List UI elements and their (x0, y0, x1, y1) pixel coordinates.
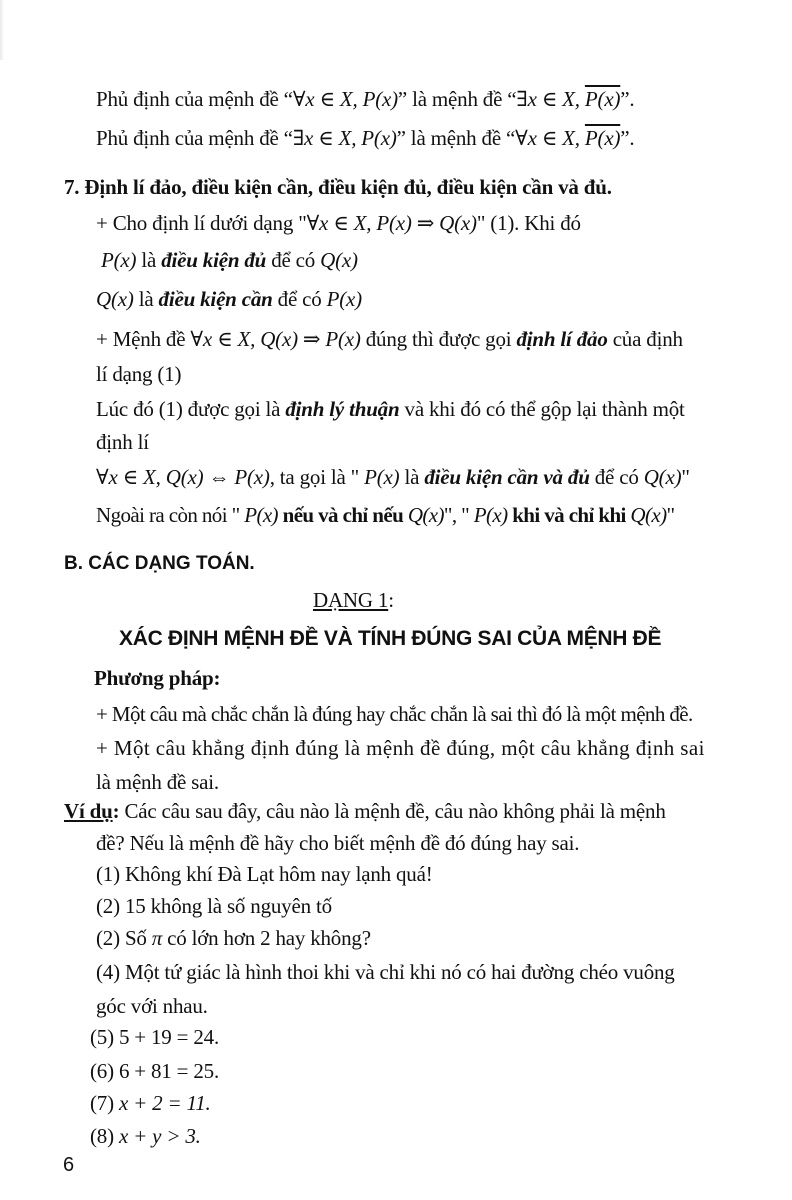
math-expr: P(x) (244, 503, 278, 527)
text: Ngoài ra còn nói " (96, 503, 245, 527)
item-number: (4) (96, 960, 120, 984)
item-number: (1) (96, 862, 120, 886)
text: " (681, 465, 690, 489)
text: để có (589, 465, 644, 489)
text: ”. (620, 87, 635, 111)
equivalence-line (96, 467, 690, 488)
scan-edge (0, 0, 4, 60)
item-number: (2) (96, 926, 120, 950)
math-negated-expr: P(x) (584, 126, 621, 150)
emphasis-term: định lý thuận (285, 397, 400, 421)
text: để có (272, 287, 327, 311)
necessary-condition-line (96, 289, 362, 310)
example-item-2 (96, 896, 332, 917)
text: " (666, 503, 675, 527)
math-expr: 5 + 19 = 24. (118, 1025, 219, 1049)
text: đúng thì được gọi (360, 327, 517, 351)
math-expr: ∃x ∈ X, (516, 87, 585, 111)
math-expr: π (151, 926, 163, 950)
bold-term: khi và chỉ khi (507, 503, 631, 527)
math-expr: ∀x ∈ X, Q(x) ⇒ P(x) (190, 327, 361, 351)
example-item-7 (90, 1093, 211, 1114)
math-expr: x + y > 3. (118, 1124, 201, 1148)
example-item-3 (96, 928, 371, 949)
theorem-form-line (96, 213, 581, 234)
text: Phủ định của mệnh đề “ (96, 87, 293, 111)
text: ", " (443, 503, 474, 527)
text: + Mệnh đề (96, 327, 191, 351)
text: ” là mệnh đề “ (396, 126, 516, 150)
converse-theorem-line (96, 329, 683, 350)
emphasis-term: điều kiện đủ (161, 248, 267, 272)
example-intro-cont: đề? Nếu là mệnh đề hãy cho biết mệnh đề đó đúng hay sai. (96, 831, 580, 855)
text: Các câu sau đây, câu nào là mệnh đề, câu nào không phải là mệnh (119, 799, 666, 823)
example-label: Ví dụ (64, 799, 113, 823)
example-item-1 (96, 864, 433, 885)
example-item-4 (96, 962, 675, 983)
method-rule-1: + Một câu mà chắc chắn là đúng hay chắc chắn là sai thì đó là một mệnh đề. (96, 702, 693, 726)
section-7-heading: 7. Định lí đảo, điều kiện cần, điều kiện đủ, điều kiện cần và đủ. (64, 175, 612, 199)
item-text: 15 không là số nguyên tố (119, 894, 332, 918)
text: và khi đó có thể gộp lại thành một (399, 397, 685, 421)
math-expr: Q(x) (407, 503, 444, 527)
dang-number: DẠNG 1 (313, 588, 389, 612)
math-expr: x + 2 = 11. (118, 1091, 211, 1115)
sufficient-condition-line (101, 250, 358, 271)
math-expr: P(x) (326, 287, 362, 311)
example-intro (64, 801, 666, 822)
dang-label (313, 590, 394, 611)
direct-theorem-line (96, 399, 685, 420)
item-text: Một tứ giác là hình thoi khi và chỉ khi nó có hai đường chéo vuông (119, 960, 675, 984)
method-label: Phương pháp: (94, 666, 221, 690)
text: để có (266, 248, 321, 272)
method-rule-2-cont: là mệnh đề sai. (96, 770, 219, 794)
bold-term: nếu và chỉ nếu (277, 503, 408, 527)
text: , ta gọi là " (269, 465, 365, 489)
direct-theorem-line-cont: định lí (96, 430, 149, 454)
method-rule-2: + Một câu khẳng định đúng là mệnh đề đúng, một câu khẳng định sai (96, 736, 705, 760)
text: là (136, 248, 162, 272)
text: ” là mệnh đề “ (397, 87, 517, 111)
math-expr: P(x) (473, 503, 508, 527)
math-expr: ∃x ∈ X, P(x) (292, 126, 397, 150)
item-number: (7) (90, 1091, 114, 1115)
math-expr: Q(x) (630, 503, 667, 527)
item-number: (8) (90, 1124, 114, 1148)
iff-line (96, 505, 674, 526)
page-number: 6 (63, 1154, 75, 1176)
example-item-5 (90, 1027, 219, 1048)
math-expr: ∀x ∈ X, P(x) (292, 87, 398, 111)
text: " (1). Khi đó (476, 211, 581, 235)
math-expr: ∀x ∈ X, P(x) ⇒ Q(x) (306, 211, 477, 235)
dang-title: XÁC ĐỊNH MỆNH ĐỀ VÀ TÍNH ĐÚNG SAI CỦA MỆNH ĐỀ (119, 627, 662, 650)
text: Lúc đó (1) được gọi là (96, 397, 286, 421)
math-expr: P(x) (101, 248, 137, 272)
negation-line-2 (96, 128, 634, 149)
item-text: có lớn hơn (162, 926, 261, 950)
text: : (388, 588, 394, 612)
example-item-8 (90, 1126, 201, 1147)
example-item-6 (90, 1061, 219, 1082)
emphasis-term: điều kiện cần (158, 287, 273, 311)
math-expr: Q(x) (96, 287, 134, 311)
converse-theorem-line-cont: lí dạng (1) (96, 362, 182, 386)
emphasis-term: định lí đảo (516, 327, 608, 351)
text: : (112, 799, 120, 823)
item-number: (5) (90, 1025, 114, 1049)
math-expr: P(x) (364, 465, 400, 489)
math-expr: Q(x) (643, 465, 682, 489)
negation-line-1 (96, 89, 634, 110)
math-negated-expr: P(x) (584, 87, 621, 111)
item-text: Số (119, 926, 152, 950)
math-expr: Q(x) (320, 248, 358, 272)
math-expr: ∀x ∈ X, Q(x) ⇔ P(x) (96, 465, 270, 489)
math-expr: ∀x ∈ X, (515, 126, 585, 150)
item-number: (6) (90, 1059, 114, 1083)
math-expr: 2 (260, 926, 271, 950)
section-b-heading: B. CÁC DẠNG TOÁN. (64, 553, 255, 574)
text: của định (607, 327, 683, 351)
text: là (133, 287, 159, 311)
text: ”. (620, 126, 635, 150)
emphasis-term: điều kiện cần và đủ (424, 465, 590, 489)
text: là (399, 465, 425, 489)
item-text: Không khí Đà Lạt hôm nay lạnh quá! (119, 862, 433, 886)
item-number: (2) (96, 894, 120, 918)
math-expr: 6 + 81 = 25. (118, 1059, 219, 1083)
item-text: hay không? (270, 926, 371, 950)
text: + Cho định lí dưới dạng " (96, 211, 307, 235)
example-item-4-cont: góc với nhau. (96, 994, 208, 1018)
text: Phủ định của mệnh đề “ (96, 126, 293, 150)
